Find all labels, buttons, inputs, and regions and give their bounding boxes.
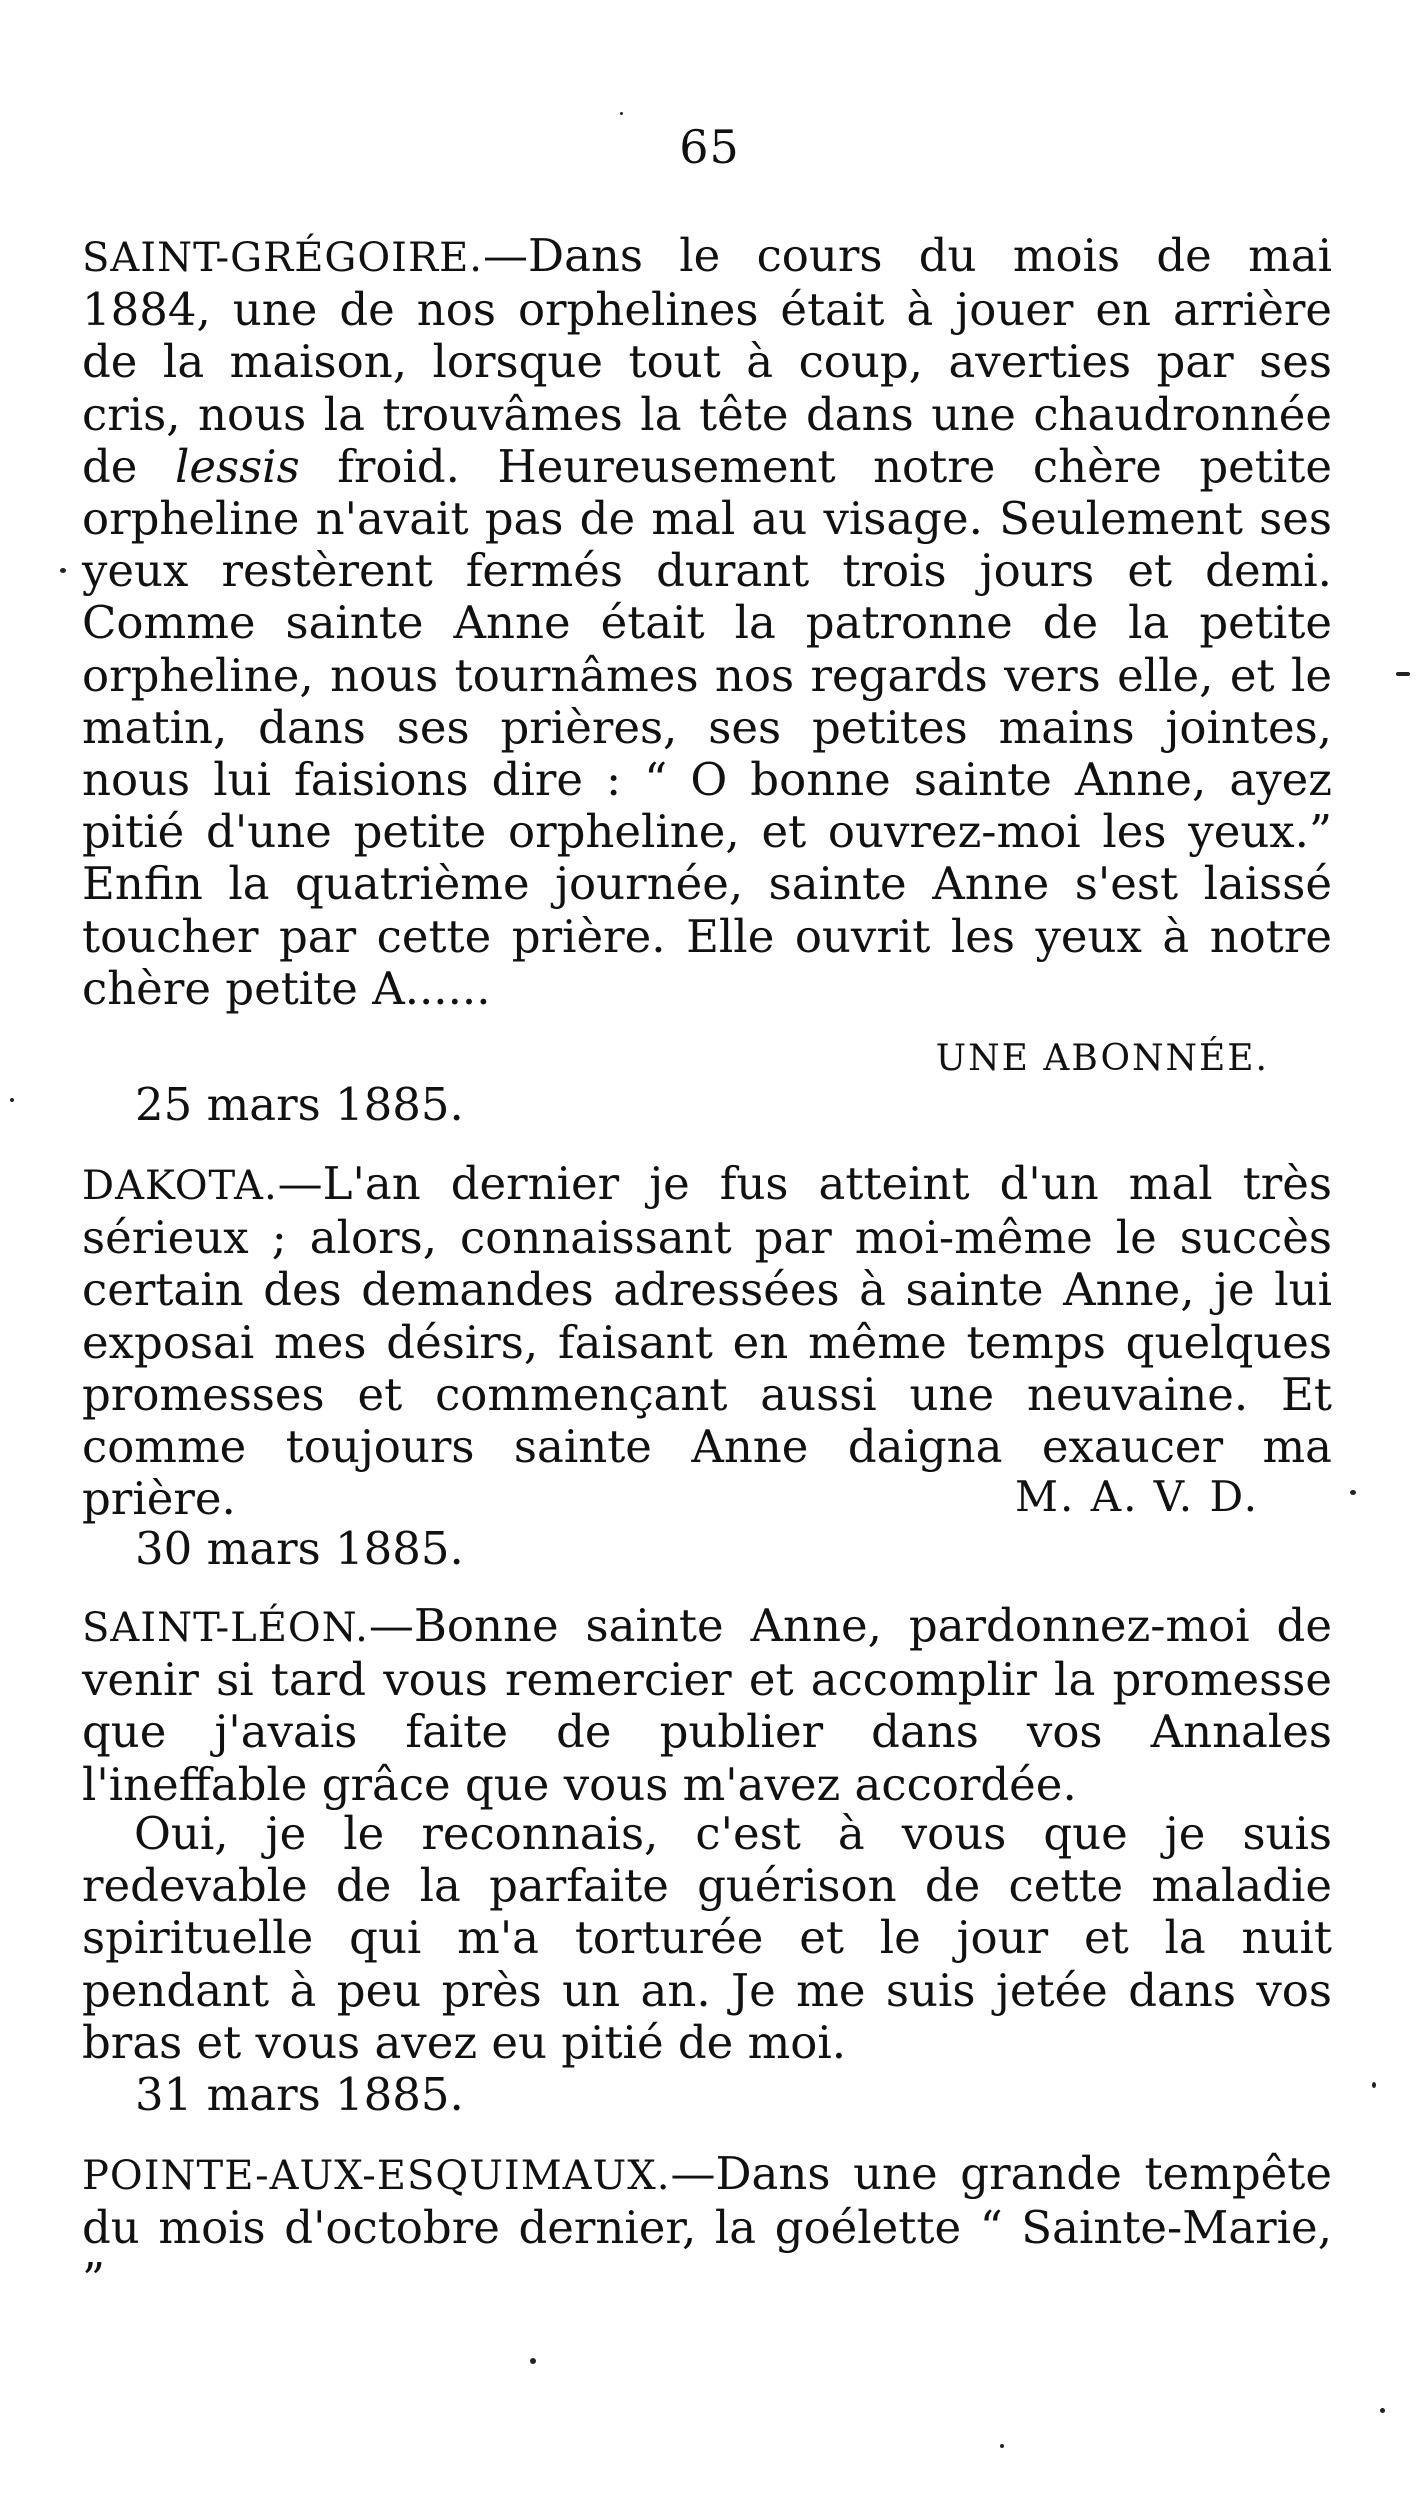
- entry-date: 30 mars 1885.: [135, 1522, 464, 1575]
- scan-speck: [60, 568, 66, 573]
- scan-speck: [1350, 1490, 1356, 1495]
- entry-text: —Bonne sainte Anne, pardonnez-moi de venir si tard vous remercier et accomplir la promesse que j'avais faite de publier dans vos Annales l'ineffable grâce que vous m'avez accordée.: [82, 1599, 1332, 1811]
- entry-pointe-aux-esquimaux: [82, 2148, 1332, 2307]
- entry-label: DAKOTA.: [82, 1163, 278, 1209]
- entry-text: —L'an dernier je fus atteint d'un mal très sérieux ; alors, connaissant par moi-même le succès certain des demandes adressées à sainte Anne, je lui exposai mes désirs, faisant en même temps quelques promesses et commençant aussi une neuvaine. Et comme toujours sainte Anne daigna exaucer ma prière.: [82, 1157, 1332, 1526]
- entry-text: Oui, je le reconnais, c'est à vous que je suis redevable de la parfaite guérison de cette maladie spirituelle qui m'a torturée et le jour et la nuit pendant à peu près un an. Je me suis jetée dans vos bras et vous avez eu pitié de moi.: [82, 1807, 1332, 2069]
- scan-speck: [620, 112, 623, 115]
- entry-text: froid. Heureusement notre chère petite orpheline n'avait pas de mal au visage. Seulement ses yeux restèrent fermés durant trois jours et demi. Comme sainte Anne était la patronne de la petite orpheline, nous tournâmes nos regards vers elle, et le matin, dans ses prières, ses petites mains jointes, nous lui faisions dire : “ O bonne sainte Anne, ayez pitié d'une petite orpheline, et ouvrez-moi les yeux.” Enfin la quatrième journée, sainte Anne s'est laissé toucher par cette prière. Elle ouvrit les yeux à notre chère petite A......: [82, 439, 1332, 1015]
- entry-text: —Dans une grande tempête du mois d'octobre dernier, la goélette “ Sainte-Marie, ”: [82, 2147, 1332, 2307]
- entry-label: SAINT-LÉON.: [82, 1605, 369, 1651]
- signature: UNE ABONNÉE.: [935, 1038, 1269, 1079]
- page-number: 65: [679, 120, 740, 174]
- scan-speck: [1396, 672, 1410, 676]
- entry-date: 31 mars 1885.: [135, 2068, 464, 2121]
- entry-text-italic: lessis: [174, 439, 300, 493]
- entry-saint-gregoire: [82, 230, 1332, 1015]
- entry-saint-leon-paragraph-2: [82, 1808, 1332, 2069]
- scan-speck: [1380, 2408, 1385, 2413]
- entry-dakota: [82, 1158, 1332, 1525]
- signature: M. A. V. D.: [1015, 1472, 1259, 1521]
- scan-speck: [10, 1098, 14, 1102]
- entry-label: SAINT-GRÉGOIRE.: [82, 235, 483, 281]
- entry-text: —Dans le cours du mois de mai 1884, une de nos orphelines était à jouer en arrière de la maison, lorsque tout à coup, averties par ses cris, nous la trouvâmes la tête dans une chaudronnée de: [82, 229, 1332, 493]
- entry-label: POINTE-AUX-ESQUIMAUX.: [82, 2153, 671, 2199]
- scan-speck: [1372, 2082, 1376, 2088]
- scan-speck: [530, 2358, 536, 2364]
- entry-saint-leon: [82, 1600, 1332, 1811]
- entry-date: 25 mars 1885.: [135, 1078, 464, 1131]
- scan-speck: [1000, 2444, 1004, 2448]
